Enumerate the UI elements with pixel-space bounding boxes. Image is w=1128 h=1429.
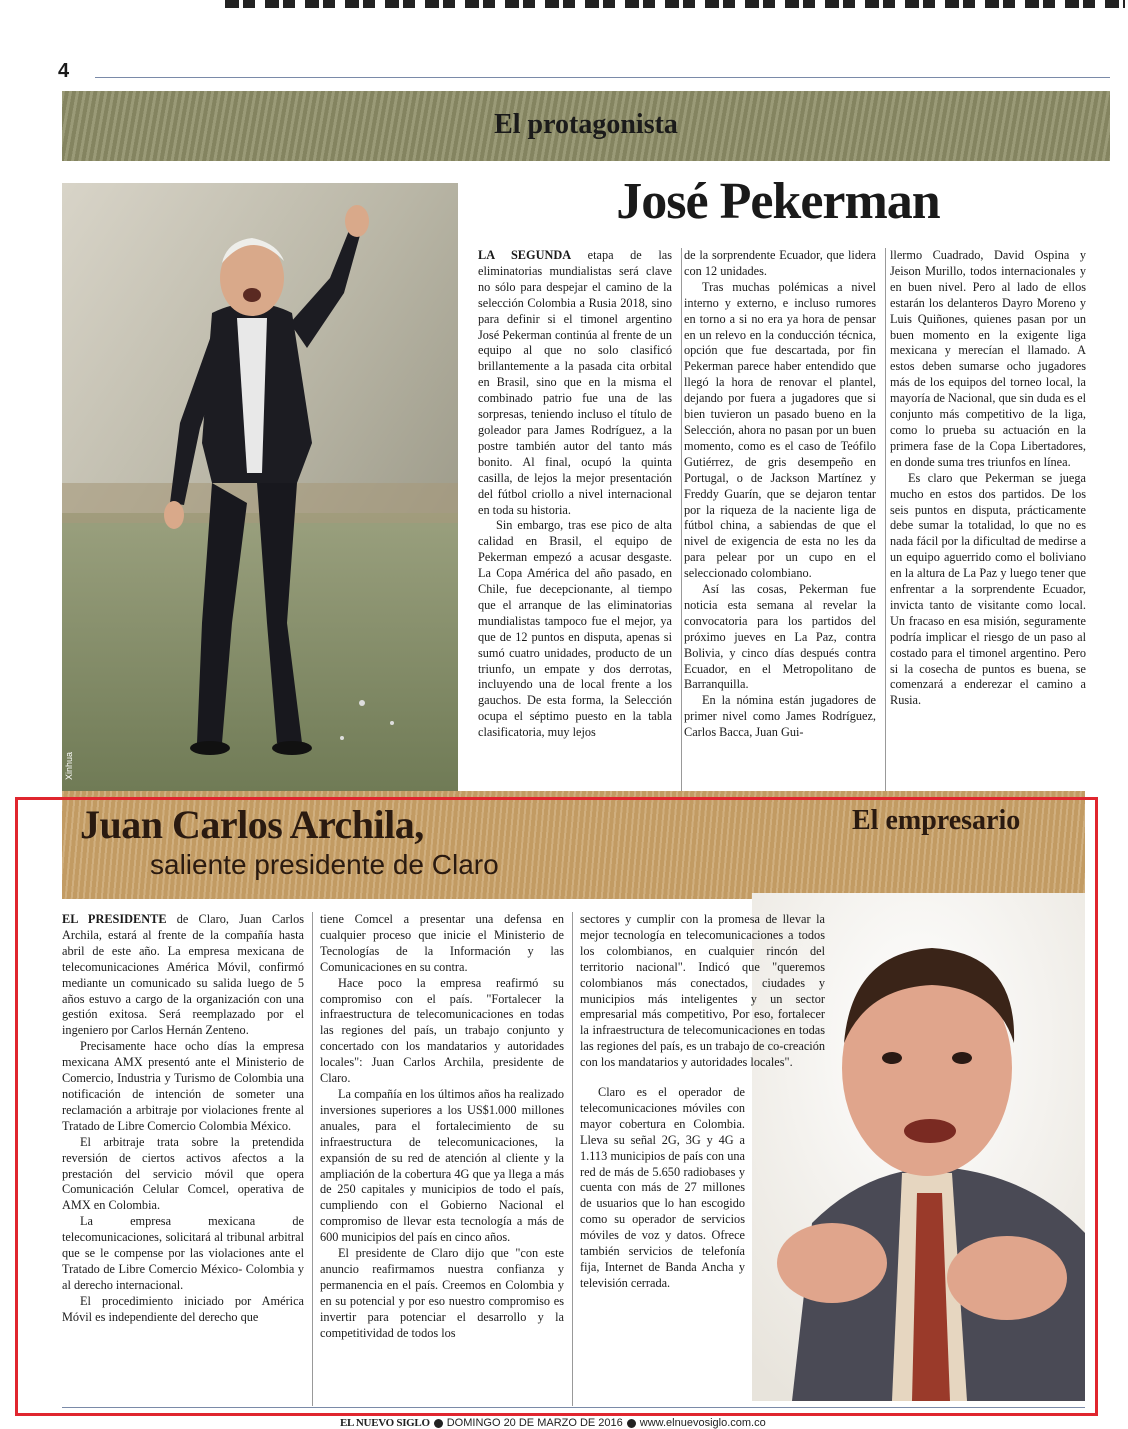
article1-column-3 xyxy=(890,248,1086,798)
paragraph: La compañía en los últimos años ha realizado inversiones superiores a los US$1.000 millones anuales, para el fortalecimiento de su infraestructura de telecomunicaciones, la expansión de su red de atención al cliente y la ampliación de la cobertura 4G que ya llega a más de 250 capitales y municipios de todo el país, cumpliendo con el Gobierno Nacional el compromiso de llevar esta tecnología a más de 600 municipios del país en cinco años. xyxy=(320,1086,564,1245)
paragraph: Tras muchas polémicas a nivel interno y externo, e incluso rumores en torno a si no era ya hora de pensar en un relevo en la conducción técnica, opción que fue descartada, por fin Pekerman parece haber entendido que llegó la hora de renovar el plantel, dejando por fuera a jugadores que si bien tuvieron un pasado bueno en la Selección, ahora no pasan por un buen momento, como es el caso de Teófilo Gutiérrez, de gris desempeño en Portugal, o de Jackson Martínez y Freddy Guarín, que se dejaron tentar por la riqueza de la naciente liga de fútbol china, a sabiendas de que el nivel de exigencia de esta no les da para pelear por un cupo en el seleccionado colombiano. xyxy=(684,279,876,581)
footer-masthead: EL NUEVO SIGLO xyxy=(340,1417,430,1429)
paragraph: Claro es el operador de telecomunicaciones móviles con mayor cobertura en Colombia. Lleva su señal 2G, 3G y 4G a 1.113 municipios de país con una red de más de 5.650 radiobases y cuenta con más de 27 millones de usuarios que lo han escogido como su operador de servicios móviles de voz y datos. Ofrece también servicios de telefonía fija, Internet de Banda Ancha y televisión cerrada. xyxy=(580,1085,745,1290)
page-number: 4 xyxy=(58,60,70,82)
article-headline: José Pekerman xyxy=(616,173,940,230)
article2-title: Juan Carlos Archila, xyxy=(80,802,424,847)
page-footer xyxy=(340,1417,1040,1429)
bottom-rule xyxy=(62,1407,1085,1408)
lead-bold: EL PRESIDENTE xyxy=(62,912,167,926)
paragraph: En la nómina están jugadores de primer nivel como James Rodríguez, Carlos Bacca, Juan Gui- xyxy=(684,693,876,740)
paragraph: de Claro, Juan Carlos Archila, estará al frente de la compañía hasta abril de este año. La empresa mexicana de telecomunicaciones América Móvil, confirmó mediante un comunicado su salida luego de 5 años estuvo a cargo de la organización con una gestión exitosa. Será reemplazado por el ingeniero por Carlos Hernán Zenteno. xyxy=(62,912,304,1038)
photo-credit: Xinhua xyxy=(64,751,74,780)
paragraph: de la sorprendente Ecuador, que lidera con 12 unidades. xyxy=(684,248,876,278)
section-label: El protagonista xyxy=(494,109,678,140)
paragraph: llermo Cuadrado, David Ospina y Jeison Murillo, todos internacionales y en buen nivel. Pero al lado de ellos estarán los delanteros Dayro Moreno y Luis Quiñones, quienes pasan por un buen momento en la exigente liga mexicana y merecían el llamado. A estos deben sumarse ocho jugadores más de los equipos del torneo local, la mayoría de Nacional, que sin duda es el conjunto más competitivo de la liga, como lo prueba su actuación en la primera fase de la Copa Libertadores, en donde suma tres triunfos en línea. xyxy=(890,248,1086,469)
paragraph: Así las cosas, Pekerman fue noticia esta semana al revelar la convocatoria para los partidos del próximo jueves en La Paz, contra Bolivia, y cinco días después contra Ecuador, en el Metropolitano de Barranquilla. xyxy=(684,582,876,692)
paragraph: etapa de las eliminatorias mundialistas será clave no sólo para despejar el camino de la selección Colombia a Rusia 2018, sino para definir si el timonel argentino José Pekerman continúa al frente de un equipo al que no solo clasificó brillantemente a la pasada cita orbital en Brasil, sino que en la misma el combinado patrio fue una de las sorpresas, teniendo incluso el título de goleador para James Rodríguez, a la postre también autor del tanto más bonito. Al final, ocupó la quinta casilla, de lejos la mejor presentación del fútbol criollo a nivel internacional en toda su historia. xyxy=(478,248,672,517)
paragraph: El arbitraje trata sobre la pretendida reversión de ciertos activos afectos a la prestación del servicio móvil que opera Comunicación Celular Comcel, operativa de AMX en Colombia. xyxy=(62,1134,304,1213)
column-rule xyxy=(885,248,886,798)
section-band-protagonista xyxy=(62,91,1110,161)
pekerman-photo xyxy=(62,183,458,797)
section-label: El empresario xyxy=(852,805,1021,836)
paragraph: tiene Comcel a presentar una defensa en cualquier proceso que inicie el Ministerio de Tecnologías de la Información y las Comunicaciones en su contra. xyxy=(320,912,564,974)
paragraph: El presidente de Claro dijo que "con este anuncio reafirmamos nuestra confianza y permanencia en el país. Creemos en Colombia y en su potencial y por eso nuestro compromiso es invertir para potenciar el desarrollo y la competitividad de todos los xyxy=(320,1246,564,1340)
paragraph: Precisamente hace ocho días la empresa mexicana AMX presentó ante el Ministerio de Comercio, Industria y Turismo de Colombia una notificación de intención de someter una reclamación a arbitraje por violaciones frente al Tratado de Libre Comercio Colombia México. xyxy=(62,1039,304,1133)
paragraph: sectores y cumplir con la promesa de llevar la mejor tecnología en telecomunicaciones a todos los colombianos, en cualquier rincón del territorio nacional". Indicó que "queremos colombianos más conectados, ciudades y municipios más inteligentes y un sector empresarial más competitivo, Por eso, fortalecer la infraestructura de telecomunicaciones en todas las regiones del país, es un trabajo de co-creación con los mandatarios y autoridades locales". xyxy=(580,912,825,1070)
footer-date: DOMINGO 20 DE MARZO DE 2016 xyxy=(446,1417,623,1429)
footer-url[interactable]: www.elnuevosiglo.com.co xyxy=(639,1417,766,1429)
paragraph: Sin embargo, tras ese pico de alta calidad en Brasil, el equipo de Pekerman empezó a acusar desgaste. La Copa América del año pasado, en Chile, fue decepcionante, al tiempo que el arranque de las eliminatorias mundialistas tampoco fue el mejor, ya que de 12 puntos en disputa, apenas si sumó cuatro unidades, producto de un triunfo, un empate y dos derrotas, incluyendo una de local frente a los gauchos. De esta forma, la Selección ocupa el séptimo puesto en la tabla clasificatoria, muy lejos xyxy=(478,518,672,740)
highlight-box xyxy=(15,797,1098,1416)
article2-subtitle: saliente presidente de Claro xyxy=(150,849,499,880)
top-rule xyxy=(95,77,1110,78)
article1-column-2 xyxy=(684,248,876,798)
paragraph: La empresa mexicana de telecomunicaciones, solicitará al tribunal arbitral que se le compense por las violaciones ante el Tratado de Libre Comercio México- Colombia y al derecho internacional. xyxy=(62,1214,304,1292)
column-rule xyxy=(681,248,682,798)
top-page-edge xyxy=(225,0,1125,8)
paragraph: El procedimiento iniciado por América Móvil es independiente del derecho que xyxy=(62,1293,304,1324)
lead-bold: LA SEGUNDA xyxy=(478,248,572,262)
paragraph: Es claro que Pekerman se juega mucho en estos dos partidos. De los seis puntos en disputa, prácticamente debe sumar la totalidad, lo que no es nada fácil por la dificultad de medirse a un equipo aguerrido como el boliviano en la altura de La Paz y luego tener que enfrentar a la sorprendente Ecuador, invicta tanto de visitante como local. Un fracaso en esa misión, seguramente podría implicar el riesgo de un paso al costado para el timonel argentino. Pero si la cosecha de puntos es buena, se comenzará a enderezar el camino a Rusia. xyxy=(890,470,1086,708)
bullet-icon xyxy=(434,1419,443,1428)
paragraph: Hace poco la empresa reafirmó su compromiso con el país. "Fortalecer la infraestructura de telecomunicaciones en todas las regiones del país, un trabajo conjunto y concertado con los mandatarios y autoridades locales": Juan Carlos Archila, presidente de Claro. xyxy=(320,975,564,1086)
article1-column-1 xyxy=(478,248,672,798)
bullet-icon xyxy=(627,1419,636,1428)
